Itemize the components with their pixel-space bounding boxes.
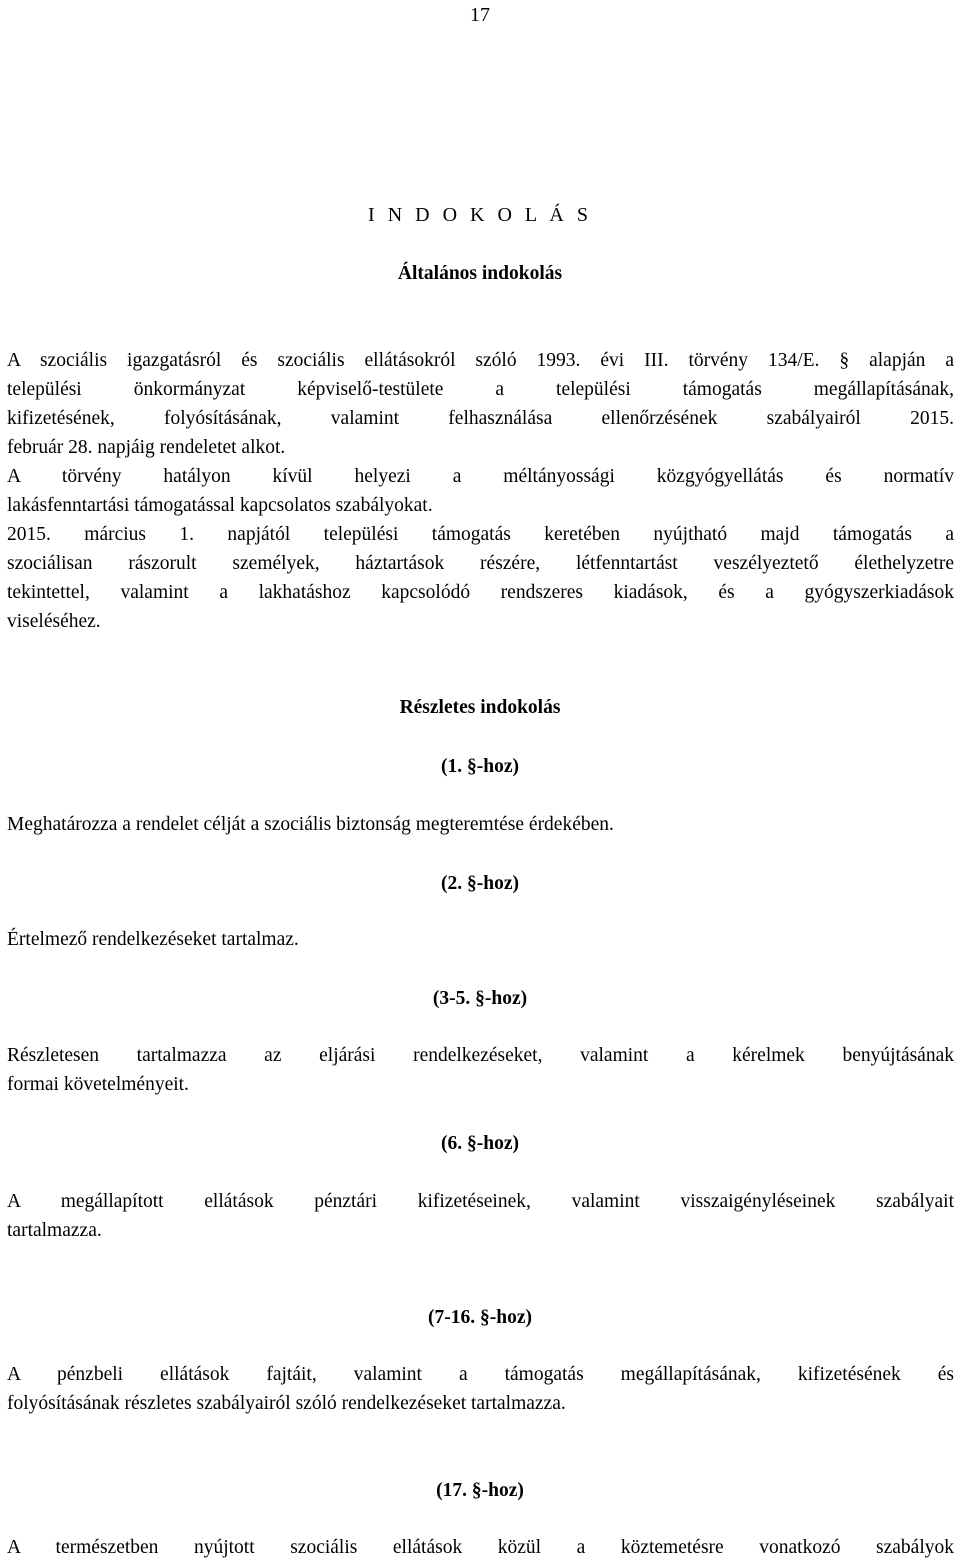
- text-line: A megállapított ellátások pénztári kifizetéseinek, valamint visszaigényléseinek szabályait: [7, 1191, 954, 1212]
- section-2-heading: (2. §-hoz): [441, 873, 519, 894]
- section-17-text: A természetben nyújtott szociális ellátások közül a köztemetésre vonatkozó szabályok: [7, 1537, 954, 1558]
- text-line: A pénzbeli ellátások fajtáit, valamint a támogatás megállapításának, kifizetésének és: [7, 1364, 954, 1385]
- section-6-heading: (6. §-hoz): [441, 1133, 519, 1154]
- general-heading: Általános indokolás: [397, 263, 563, 284]
- text-line: folyósításának részletes szabályairól szóló rendelkezéseket tartalmazza.: [7, 1393, 566, 1414]
- section-1-heading: (1. §-hoz): [441, 756, 519, 777]
- text-line: A törvény hatályon kívül helyezi a méltányossági közgyógyellátás és normatív: [7, 466, 954, 487]
- text-line: viseléséhez.: [7, 611, 101, 632]
- text-line: formai követelményeit.: [7, 1074, 189, 1095]
- text-line: kifizetésének, folyósításának, valamint felhasználása ellenőrzésének szabályairól 2015.: [7, 408, 954, 429]
- text-line: lakásfenntartási támogatással kapcsolatos szabályokat.: [7, 495, 433, 516]
- section-17-heading: (17. §-hoz): [436, 1480, 524, 1501]
- text-line: tartalmazza.: [7, 1220, 102, 1241]
- section-3-5-heading: (3-5. §-hoz): [432, 988, 528, 1009]
- text-line: Részletesen tartalmazza az eljárási rendelkezéseket, valamint a kérelmek benyújtásának: [7, 1045, 954, 1066]
- document-title: I N D O K O L Á S: [368, 204, 592, 226]
- text-line: szociálisan rászorult személyek, háztartások részére, létfenntartást veszélyeztető élethelyzetre: [7, 553, 954, 574]
- text-line: A szociális igazgatásról és szociális ellátásokról szóló 1993. évi III. törvény 134/E. § alapján a: [7, 350, 954, 371]
- text-line: települési önkormányzat képviselő-testülete a települési támogatás megállapításának,: [7, 379, 954, 400]
- detailed-heading: Részletes indokolás: [399, 697, 561, 718]
- section-7-16-heading: (7-16. §-hoz): [428, 1307, 532, 1328]
- section-2-text: Értelmező rendelkezéseket tartalmaz.: [7, 929, 299, 950]
- text-line: tekintettel, valamint a lakhatáshoz kapcsolódó rendszeres kiadások, és a gyógyszerkiadások: [7, 582, 954, 603]
- section-1-text: Meghatározza a rendelet célját a szociális biztonság megteremtése érdekében.: [7, 814, 614, 835]
- page-number: 17: [470, 4, 490, 26]
- text-line: 2015. március 1. napjától települési támogatás keretében nyújtható majd támogatás a: [7, 524, 954, 545]
- text-line: február 28. napjáig rendeletet alkot.: [7, 437, 286, 458]
